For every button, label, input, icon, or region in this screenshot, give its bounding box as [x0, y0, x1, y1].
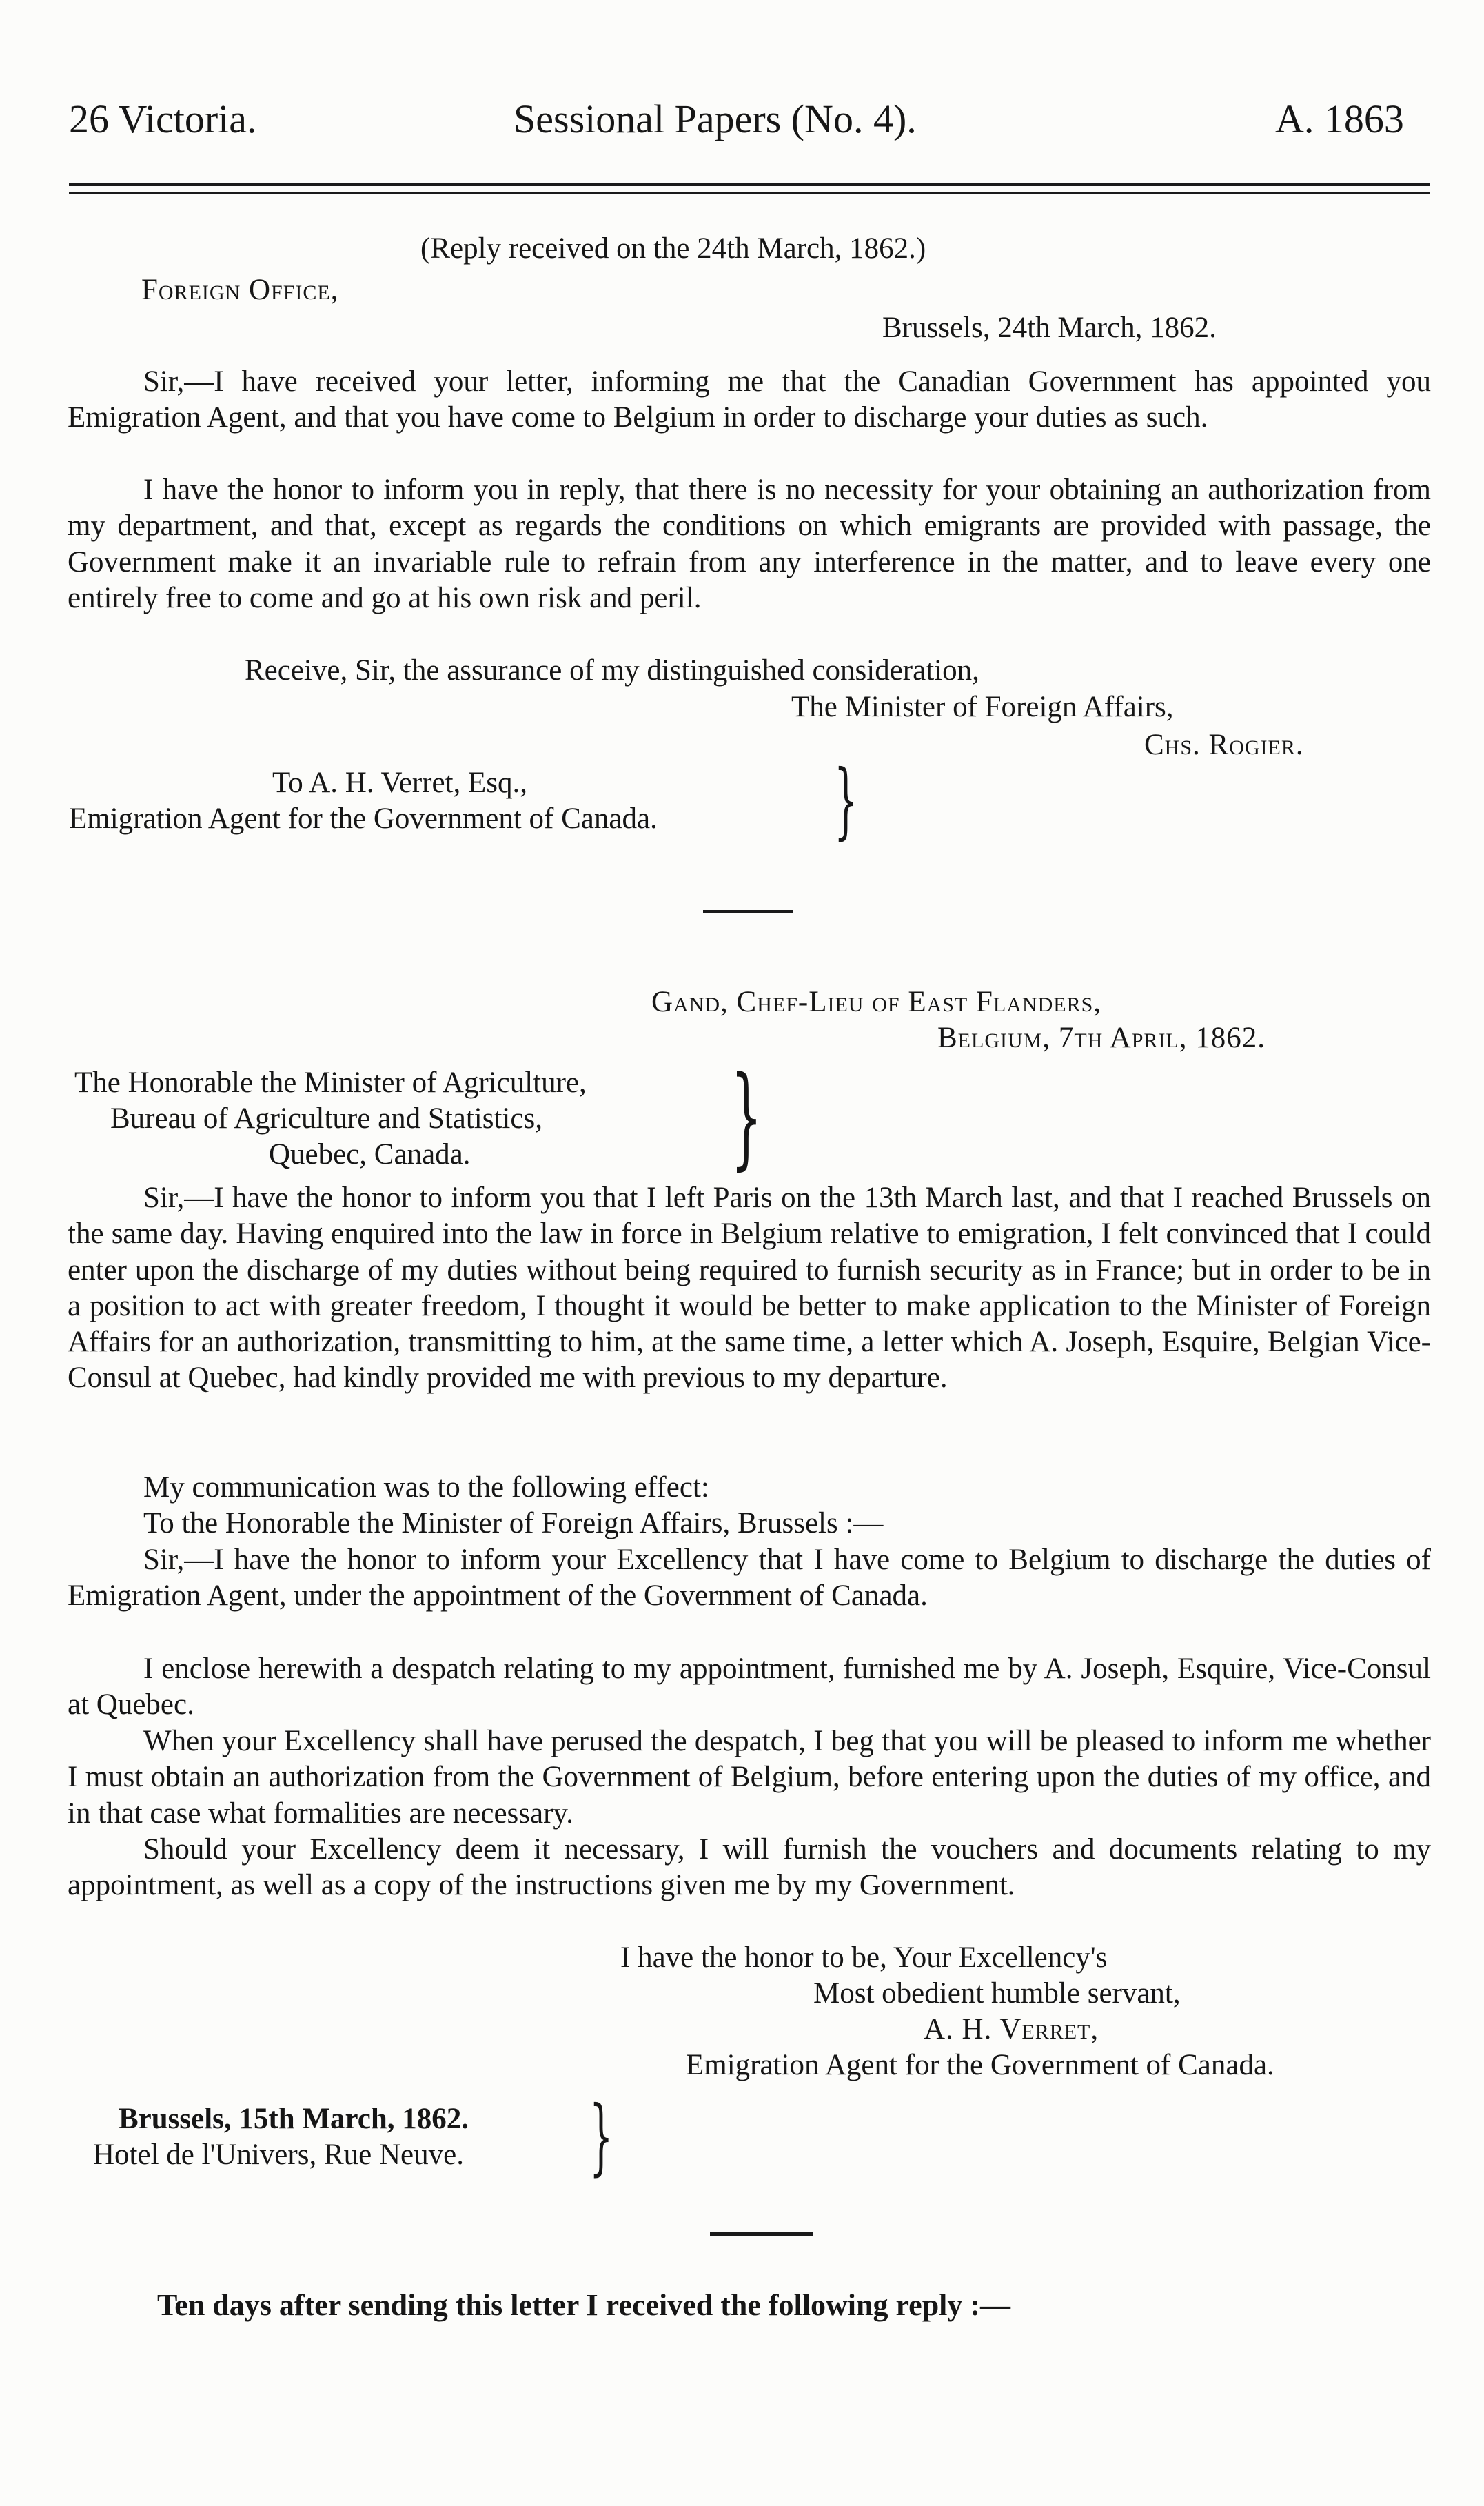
letter2-paragraph-6: When your Excellency shall have perused the despatch, I beg that you will be pleased to inform me whether I must obtain an authorization from the Government of Belgium, before entering upon the duties of my office, and in that case what formalities are necessary.	[68, 1725, 1431, 1830]
letter2-addressee-line-1: The Honorable the Minister of Agriculture,	[74, 1067, 587, 1099]
letter1-addressee-brace: }	[834, 753, 858, 849]
letter2-paragraph-7: Should your Excellency deem it necessary, I will furnish the vouchers and documents relating to my appointment, as well as a copy of the instructions given me by my Government.	[68, 1833, 1431, 1902]
letter2-place-line-2	[937, 1020, 1266, 1056]
letter2-addressee-line-2: Bureau of Agriculture and Statistics,	[110, 1102, 542, 1135]
header-center: Sessional Papers (No. 4).	[514, 97, 917, 141]
letter2-place-line-1: Gand, Chef-Lieu of East Flanders,	[651, 986, 1102, 1018]
letter2-signature-name: A. H. Verret,	[924, 2013, 1099, 2045]
letter2-paragraph-5: I enclose herewith a despatch relating to my appointment, furnished me by A. Joseph, Esquire, Vice-Consul at Quebec.	[68, 1653, 1431, 1721]
letter2-signature-line-1: I have the honor to be, Your Excellency's	[620, 1941, 1108, 1974]
letter2-paragraph-4: Sir,—I have the honor to inform your Excellency that I have come to Belgium to discharge the duties of Emigration Agent, under the appointment of the Government of Canada.	[68, 1544, 1431, 1613]
section-divider-1	[703, 910, 793, 913]
header-left: 26 Victoria.	[69, 97, 257, 141]
letter1-signature-name: Chs. Rogier.	[1144, 729, 1304, 761]
letter1-addressee-line-1: To A. H. Verret, Esq.,	[272, 767, 528, 799]
letter2-signature-title: Emigration Agent for the Government of Canada.	[686, 2049, 1274, 2081]
letter2-sent-place-line-1: Brussels, 15th March, 1862.	[119, 2103, 469, 2135]
footer-note: Ten days after sending this letter I received the following reply :—	[157, 2288, 1011, 2322]
section-divider-2	[710, 2232, 813, 2236]
letter1-paragraph-2: I have the honor to inform you in reply, that there is no necessity for your obtaining an authorization from my department, and that, except as regards the conditions on which emigrants are provided with passage, the Government make it an invariable rule to refrain from any interference in the matter, and to leave every one entirely free to come and go at his own risk and peril.	[68, 474, 1431, 614]
letter1-place-date: Brussels, 24th March, 1862.	[882, 312, 1217, 344]
letter2-sent-place-line-2: Hotel de l'Univers, Rue Neuve.	[93, 2139, 464, 2171]
letter2-paragraph-3: To the Honorable the Minister of Foreign Affairs, Brussels :—	[143, 1507, 884, 1539]
header-double-rule-top	[69, 183, 1430, 186]
letter2-place-line-2-text: Belgium, 7th April, 1862.	[937, 1022, 1266, 1054]
letter2-signature-line-2: Most obedient humble servant,	[813, 1977, 1181, 2010]
foreign-office-heading: Foreign Office,	[141, 274, 339, 306]
letter2-paragraph-1: Sir,—I have the honor to inform you that I left Paris on the 13th March last, and that I reached Brussels on the same day. Having enquired into the law in force in Belgium relative to emigration, I felt convinced that I could enter upon the discharge of my duties without being required to furnish security as in France; but in order to be in a position to act with greater freedom, I thought it would be better to make application to the Minister of Foreign Affairs for an authorization, transmitting to him, at the same time, a letter which A. Joseph, Esquire, Belgian Vice-Consul at Quebec, had kindly provided me with previous to my departure.	[68, 1182, 1431, 1395]
header-right: A. 1863	[1275, 97, 1404, 141]
header-double-rule-bottom	[69, 192, 1430, 194]
letter1-closing: Receive, Sir, the assurance of my distinguished consideration,	[245, 654, 979, 687]
letter2-addressee-brace: }	[731, 1052, 762, 1181]
reply-note: (Reply received on the 24th March, 1862.)	[420, 232, 926, 265]
letter2-addressee-line-3: Quebec, Canada.	[269, 1138, 471, 1171]
letter1-addressee-line-2: Emigration Agent for the Government of Canada.	[69, 802, 658, 835]
letter1-signature-title: The Minister of Foreign Affairs,	[791, 691, 1174, 723]
letter2-paragraph-2: My communication was to the following effect:	[143, 1471, 709, 1504]
letter2-sent-place-brace: }	[589, 2089, 613, 2185]
letter1-paragraph-1: Sir,—I have received your letter, informing me that the Canadian Government has appointed you Emigration Agent, and that you have come to Belgium in order to discharge your duties as such.	[68, 365, 1431, 434]
